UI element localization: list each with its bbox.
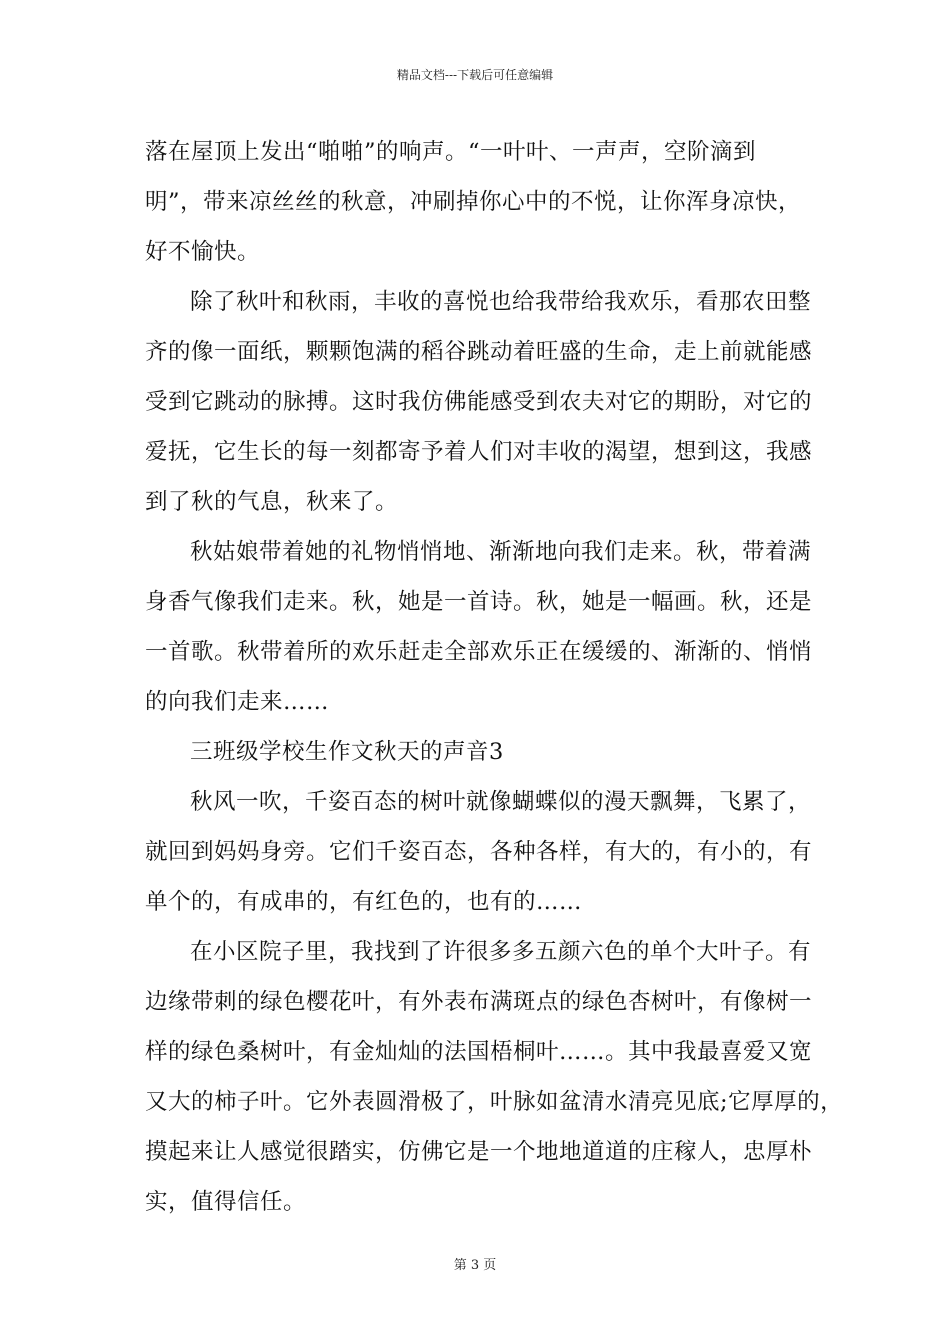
- text-line: 落在屋顶上发出“啪啪”的响声。“一叶叶、一声声，空阶滴到: [145, 139, 757, 165]
- text-line: 到了秋的气息，秋来了。: [145, 489, 399, 515]
- text-line: 摸起来让人感觉很踏实，仿佛它是一个地地道道的庄稼人，忠厚朴: [145, 1139, 813, 1165]
- text-line: 的向我们走来……: [145, 689, 330, 715]
- text-line: 秋风一吹，千姿百态的树叶就像蝴蝶似的漫天飘舞，飞累了，: [190, 789, 812, 815]
- text-line: 受到它跳动的脉搏。这时我仿佛能感受到农夫对它的期盼，对它的: [145, 389, 813, 415]
- text-line: 就回到妈妈身旁。它们千姿百态，各种各样，有大的，有小的，有: [145, 839, 813, 865]
- text-line: 身香气像我们走来。秋，她是一首诗。秋，她是一幅画。秋，还是: [145, 589, 813, 615]
- text-line: 齐的像一面纸，颗颗饱满的稻谷跳动着旺盛的生命，走上前就能感: [145, 339, 813, 365]
- text-line: 样的绿色桑树叶，有金灿灿的法国梧桐叶……。其中我最喜爱又宽: [145, 1039, 813, 1065]
- text-line: 明”，带来凉丝丝的秋意，冲刷掉你心中的不悦，让你浑身凉快，: [145, 189, 802, 215]
- text-line: 在小区院子里，我找到了许很多多五颜六色的单个大叶子。有: [190, 939, 812, 965]
- text-line: 除了秋叶和秋雨，丰收的喜悦也给我带给我欢乐，看那农田整: [190, 289, 812, 315]
- text-line: 爱抚，它生长的每一刻都寄予着人们对丰收的渴望，想到这，我感: [145, 439, 813, 465]
- text-line: 一首歌。秋带着所的欢乐赶走全部欢乐正在缓缓的、渐渐的、悄悄: [145, 639, 813, 665]
- text-line: 边缘带刺的绿色樱花叶，有外表布满斑点的绿色杏树叶，有像树一: [145, 989, 813, 1015]
- text-line: 三班级学校生作文秋天的声音3: [190, 739, 504, 765]
- page-header: 精品文档---下载后可任意编辑: [396, 68, 554, 82]
- document-body: [145, 127, 844, 1227]
- text-line: 单个的，有成串的，有红色的，也有的……: [145, 889, 583, 915]
- text-line: 秋姑娘带着她的礼物悄悄地、渐渐地向我们走来。秋，带着满: [190, 539, 812, 565]
- text-line: 实，值得信任。: [145, 1189, 307, 1215]
- page-footer: 第 3 页: [453, 1258, 497, 1273]
- text-line: 又大的柿子叶。它外表圆滑极了，叶脉如盆清水清亮见底;它厚厚的，: [145, 1089, 844, 1115]
- text-line: 好不愉快。: [145, 239, 261, 265]
